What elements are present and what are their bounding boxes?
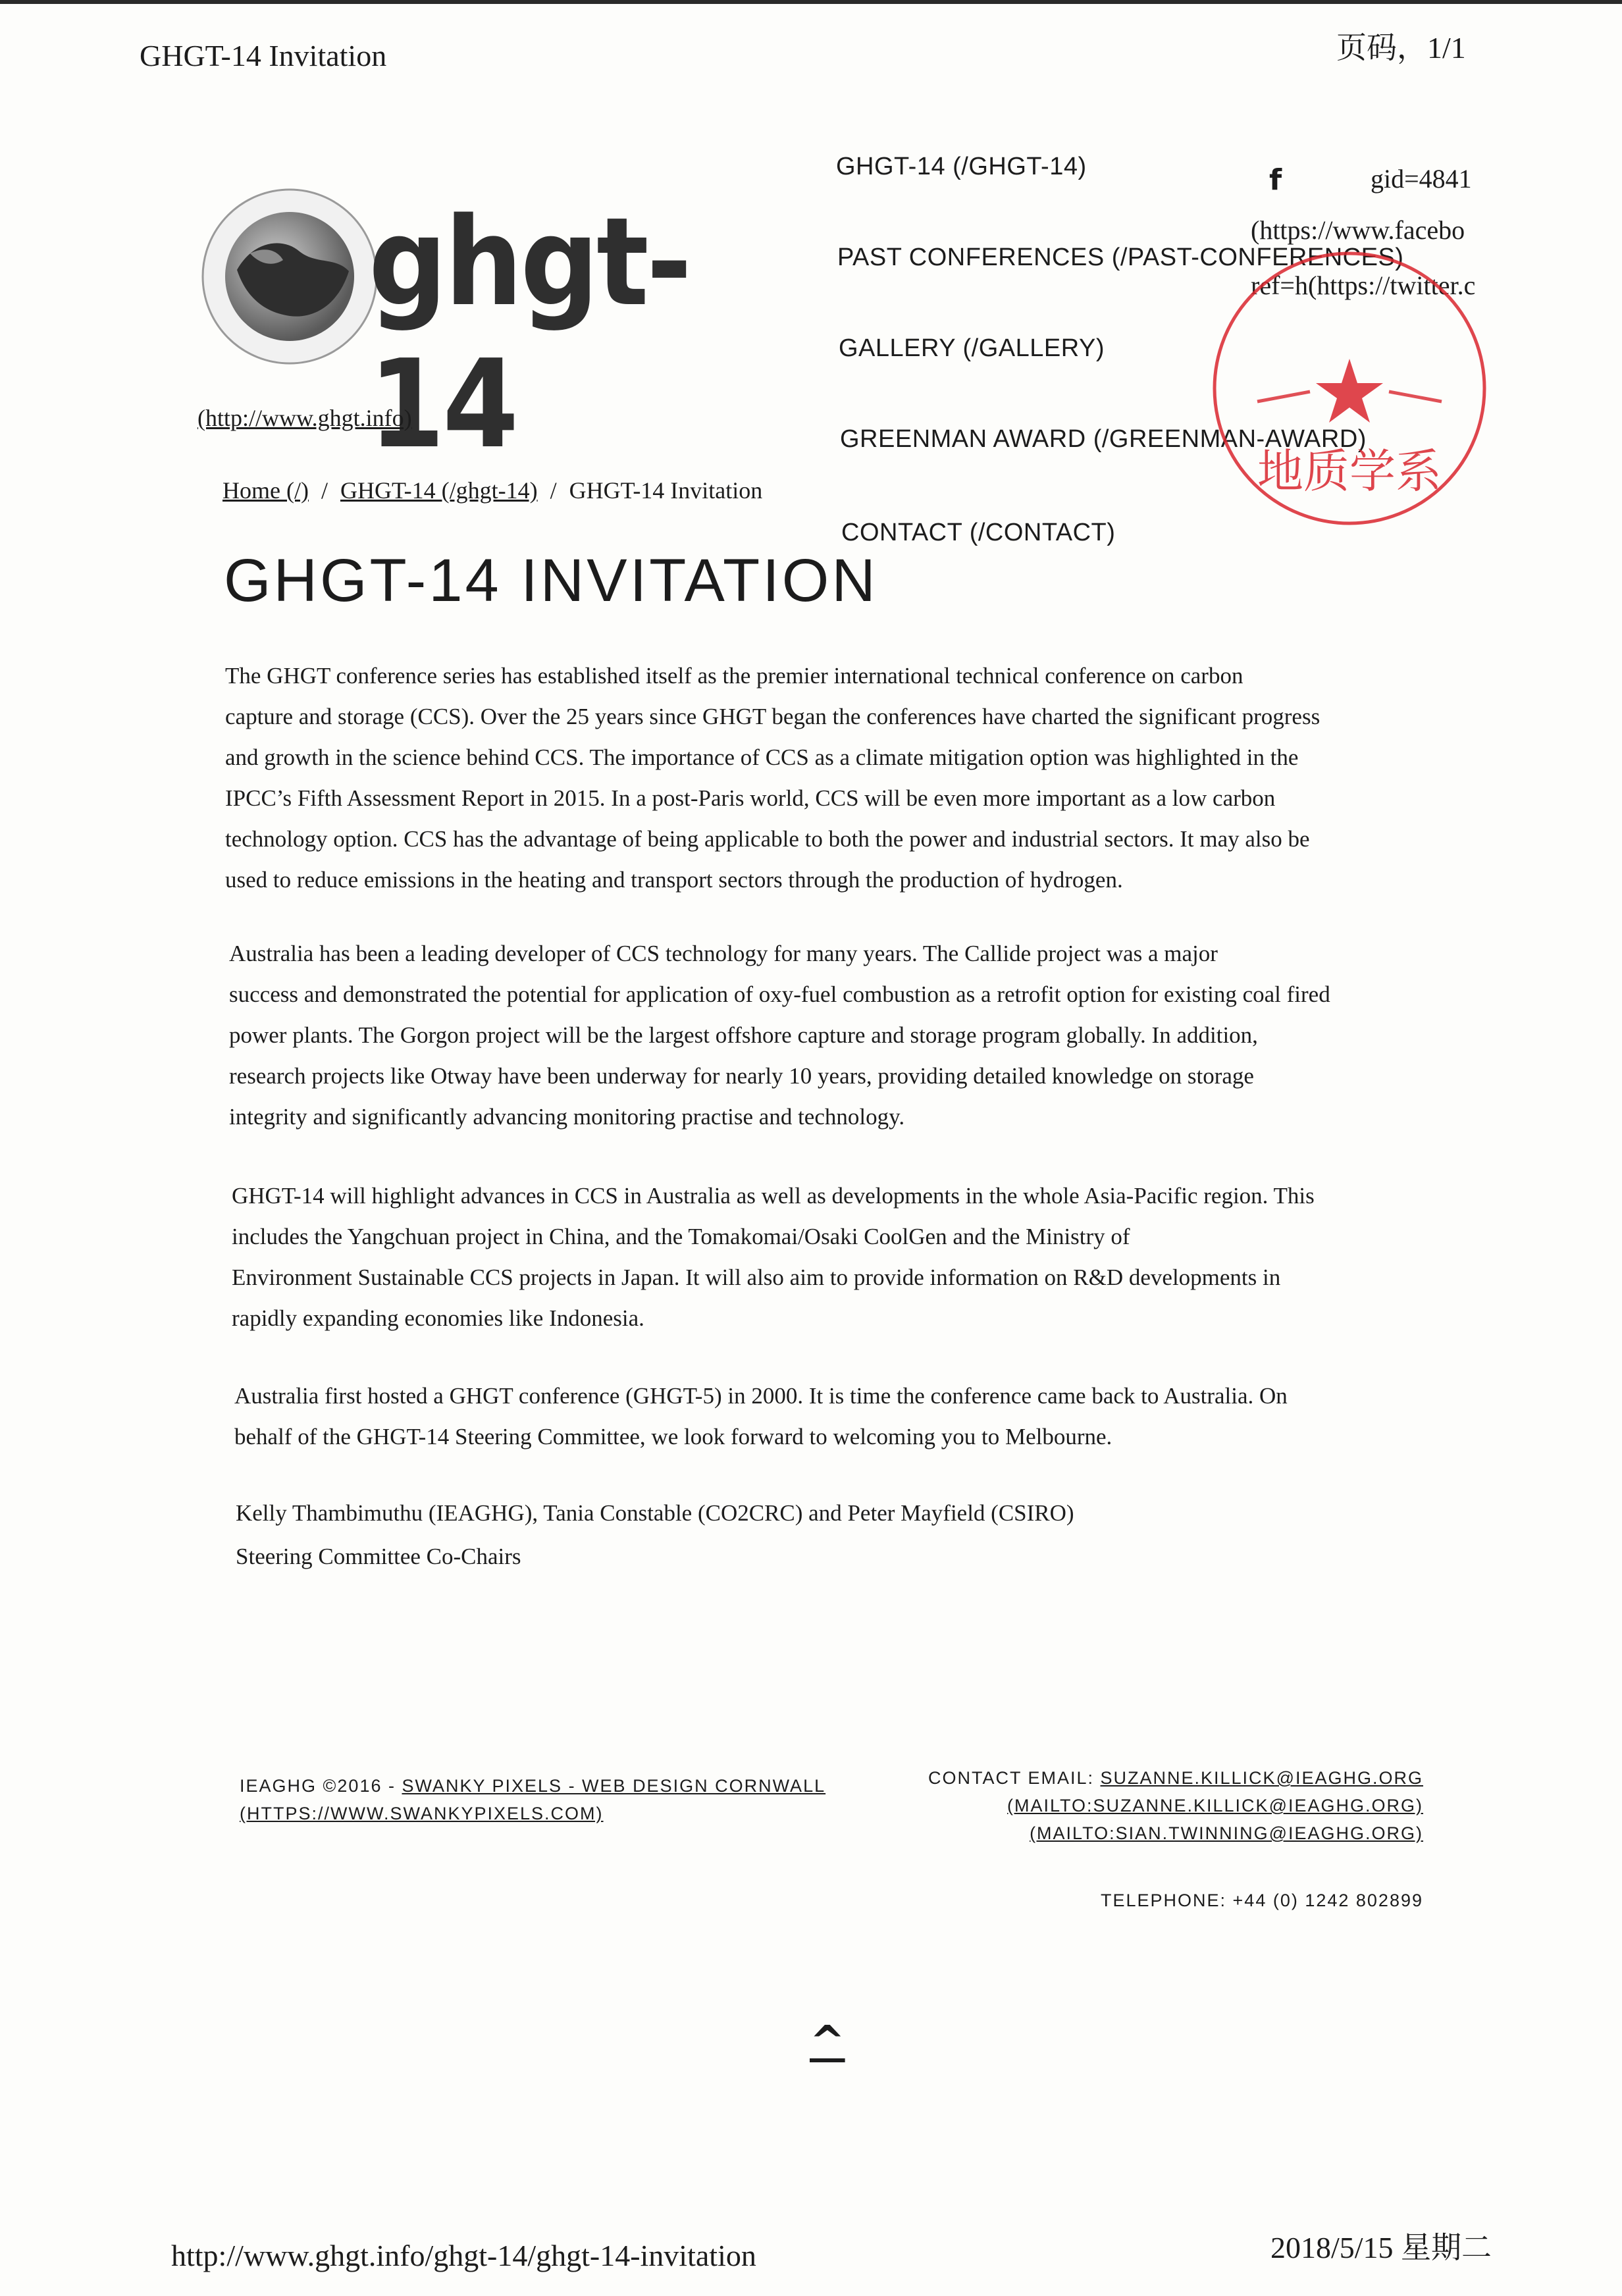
- paragraph-line: The GHGT conference series has established itself as the premier international technical conference on carbon: [225, 663, 1243, 689]
- contact-email-link[interactable]: SUZANNE.KILLICK@IEAGHG.ORG: [1100, 1768, 1423, 1788]
- paragraph-line: rapidly expanding economies like Indonesia.: [232, 1305, 644, 1331]
- paragraph-line: Australia first hosted a GHGT conference (GHGT-5) in 2000. It is time the conference came back to Australia. On: [234, 1383, 1288, 1409]
- nav-gallery[interactable]: GALLERY (/GALLERY): [839, 334, 1105, 362]
- contact-email-label: CONTACT EMAIL:: [928, 1768, 1101, 1788]
- footer-copyright: [240, 1772, 825, 1827]
- paragraph-line: IPCC’s Fifth Assessment Report in 2015. In a post-Paris world, CCS will be even more important as a low carbon: [225, 785, 1276, 811]
- nav-contact[interactable]: CONTACT (/CONTACT): [841, 519, 1116, 546]
- nav-greenman-award[interactable]: GREENMAN AWARD (/GREENMAN-AWARD): [840, 425, 1367, 453]
- print-header-title: GHGT-14 Invitation: [140, 39, 387, 72]
- contact-mailto-link[interactable]: (MAILTO:SIAN.TWINNING@IEAGHG.ORG): [1030, 1823, 1423, 1843]
- paragraph-line: capture and storage (CCS). Over the 25 years since GHGT began the conferences have charted the significant progress: [225, 704, 1321, 729]
- copyright-text: IEAGHG ©2016 -: [240, 1776, 402, 1796]
- back-to-top-icon[interactable]: ^: [810, 2018, 845, 2066]
- social-fragment-twitter-link[interactable]: ref=h(https://twitter.c: [1251, 271, 1476, 300]
- signature-role: Steering Committee Co-Chairs: [236, 1544, 521, 1569]
- logo-link[interactable]: (http://www.ghgt.info): [197, 405, 412, 431]
- signature-names: Kelly Thambimuthu (IEAGHG), Tania Constable (CO2CRC) and Peter Mayfield (CSIRO): [236, 1500, 1074, 1526]
- breadcrumb: [222, 477, 762, 504]
- scan-edge: [0, 0, 1622, 4]
- paragraph-line: integrity and significantly advancing monitoring practise and technology.: [229, 1104, 905, 1130]
- logo-wordmark: ghgt-14: [369, 191, 690, 475]
- paragraph-line: GHGT-14 will highlight advances in CCS in Australia as well as developments in the whole Asia-Pacific region. This: [232, 1183, 1315, 1209]
- paragraph-intro: [225, 656, 1430, 900]
- paragraph-line: Environment Sustainable CCS projects in Japan. It will also aim to provide information on R&D developments in: [232, 1265, 1281, 1290]
- contact-mailto-link[interactable]: (MAILTO:SUZANNE.KILLICK@IEAGHG.ORG): [1007, 1796, 1423, 1815]
- paragraph-line: used to reduce emissions in the heating and transport sectors through the production of hydrogen.: [225, 867, 1123, 893]
- paragraph-line: Australia has been a leading developer of CCS technology for many years. The Callide project was a major: [229, 941, 1218, 966]
- breadcrumb-separator: /: [550, 477, 557, 504]
- paragraph-line: behalf of the GHGT-14 Steering Committee, we look forward to welcoming you to Melbourne.: [234, 1424, 1112, 1449]
- paragraph-line: research projects like Otway have been underway for nearly 10 years, providing detailed knowledge on storage: [229, 1063, 1254, 1089]
- print-footer-date: 2018/5/15 星期二: [1270, 2231, 1492, 2264]
- paragraph-melbourne: [234, 1376, 1439, 1457]
- paragraph-line: technology option. CCS has the advantage of being applicable to both the power and industrial sectors. It may also be: [225, 826, 1310, 852]
- designer-url-link[interactable]: (HTTPS://WWW.SWANKYPIXELS.COM): [240, 1804, 604, 1823]
- paragraph-line: success and demonstrated the potential for application of oxy-fuel combustion as a retrofit option for existing coal fired: [229, 981, 1330, 1007]
- stamp-text: 地质学系: [1257, 444, 1442, 498]
- paragraph-line: power plants. The Gorgon project will be the largest offshore capture and storage program globally. In addition,: [229, 1022, 1258, 1048]
- print-header-page: 页码，1/1: [1336, 31, 1466, 65]
- paragraph-australia: [229, 933, 1434, 1137]
- breadcrumb-current: GHGT-14 Invitation: [569, 477, 763, 504]
- breadcrumb-separator: /: [321, 477, 328, 504]
- paragraph-line: and growth in the science behind CCS. The importance of CCS as a climate mitigation option was highlighted in the: [225, 744, 1299, 770]
- seal-stamp: [1198, 237, 1501, 540]
- print-footer-url: http://www.ghgt.info/ghgt-14/ghgt-14-invitation: [171, 2239, 756, 2272]
- footer-contact: [895, 1764, 1423, 1847]
- facebook-icon[interactable]: f: [1269, 163, 1282, 197]
- social-fragment-gid: gid=4841: [1371, 164, 1472, 194]
- breadcrumb-home[interactable]: Home (/): [222, 477, 309, 504]
- designer-link[interactable]: SWANKY PIXELS - WEB DESIGN CORNWALL: [402, 1776, 826, 1796]
- signature-block: [236, 1492, 1440, 1578]
- footer-telephone: TELEPHONE: +44 (0) 1242 802899: [1100, 1891, 1423, 1910]
- social-fragment-facebook-link[interactable]: (https://www.facebo: [1251, 215, 1465, 245]
- page-title: GHGT-14 INVITATION: [224, 547, 878, 614]
- nav-past-conferences[interactable]: PAST CONFERENCES (/PAST-CONFERENCES): [837, 244, 1404, 271]
- globe-icon: [191, 178, 388, 375]
- paragraph-asia-pacific: [232, 1176, 1436, 1339]
- nav-ghgt14[interactable]: GHGT-14 (/GHGT-14): [836, 153, 1087, 180]
- paragraph-line: includes the Yangchuan project in China, and the Tomakomai/Osaki CoolGen and the Ministry of: [232, 1224, 1130, 1249]
- breadcrumb-ghgt14[interactable]: GHGT-14 (/ghgt-14): [340, 477, 538, 504]
